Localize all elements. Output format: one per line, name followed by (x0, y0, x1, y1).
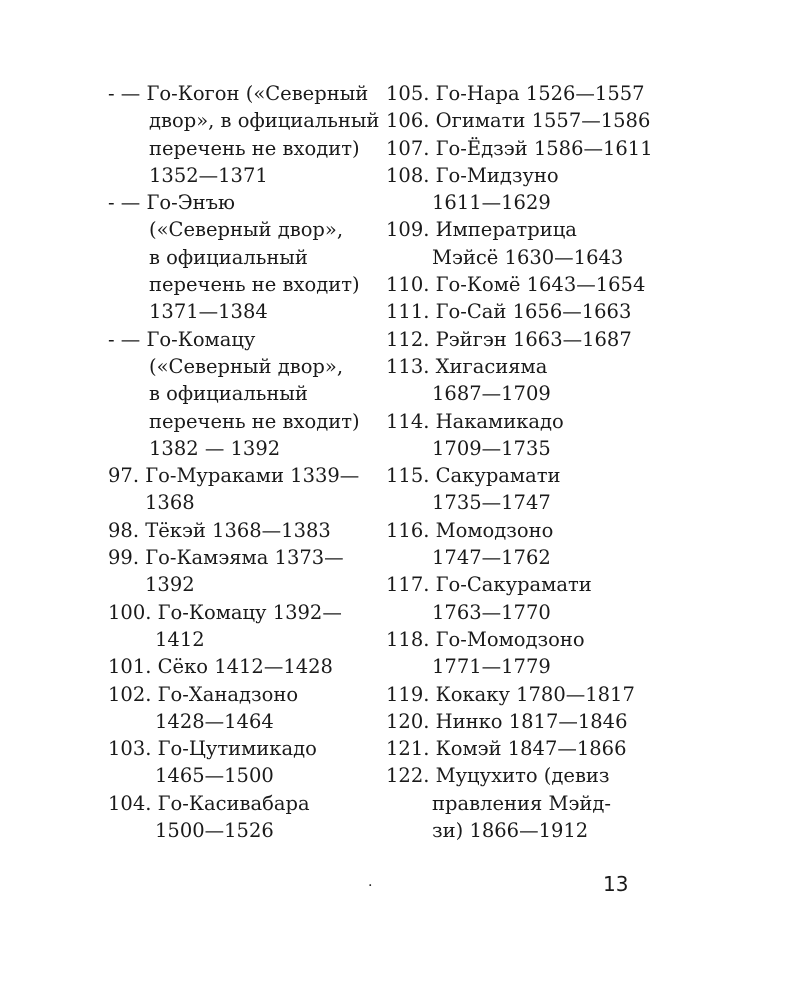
entry-line: 113. Хигасияма (386, 354, 548, 378)
list-item (386, 80, 648, 107)
entry-line: 106. Огимати 1557—1586 (386, 109, 651, 133)
list-item (108, 681, 370, 736)
list-item (108, 462, 370, 517)
entry-line: 1412 (155, 627, 205, 651)
left-column-list (108, 80, 380, 844)
right-column-list (386, 80, 653, 844)
list-item (386, 681, 648, 708)
list-item (386, 353, 648, 408)
list-item (386, 107, 651, 134)
entry-line: правления Мэйд- (432, 791, 611, 815)
entry-line: 109. Императрица (386, 218, 577, 242)
entry-line: перечень не входит) (149, 136, 360, 160)
list-item (386, 326, 648, 353)
entry-line: 107. Го-Ёдзэй 1586—1611 (386, 136, 653, 160)
entry-line: 102. Го-Ханадзоно (108, 682, 299, 706)
list-item (386, 135, 653, 162)
entry-line: 1371—1384 (149, 300, 268, 324)
entry-line: Мэйсё 1630—1643 (432, 245, 624, 269)
entry-line: 122. Муцухито (девиз (386, 764, 610, 788)
entry-line: 111. Го-Сай 1656—1663 (386, 300, 632, 324)
entry-line: в официальный (149, 245, 308, 269)
list-item (108, 189, 370, 325)
entry-line: 1428—1464 (155, 709, 274, 733)
entry-line: 117. Го-Сакурамати (386, 573, 592, 597)
entry-line: 119. Кокаку 1780—1817 (386, 682, 635, 706)
entry-line: («Северный двор», (149, 354, 344, 378)
entry-line: 105. Го-Нара 1526—1557 (386, 82, 645, 105)
entry-line: 104. Го-Касивабара (108, 791, 310, 815)
list-item (386, 517, 648, 572)
list-item (386, 216, 648, 271)
entry-line: 1465—1500 (155, 764, 274, 788)
list-item (386, 708, 648, 735)
entry-line: 1747—1762 (432, 546, 551, 570)
entry-line: 1611—1629 (432, 191, 551, 215)
entry-line: - — Го-Энъю (108, 191, 236, 215)
list-item (386, 626, 648, 681)
entry-line: 101. Сёко 1412—1428 (108, 655, 333, 679)
list-item (108, 599, 370, 654)
list-item (108, 326, 370, 462)
list-item (386, 762, 648, 844)
entry-line: двор», в официальный (149, 109, 380, 133)
entry-line: 120. Нинко 1817—1846 (386, 709, 628, 733)
list-item (108, 653, 370, 680)
list-item (386, 162, 648, 217)
entry-line: - — Го-Комацу (108, 327, 256, 351)
entry-line: 108. Го-Мидзуно (386, 163, 559, 187)
entry-line: - — Го-Когон («Северный (108, 82, 369, 105)
entry-line: 1771—1779 (432, 655, 551, 679)
entry-line: 1735—1747 (432, 491, 551, 515)
entry-line: 98. Тёкэй 1368—1383 (108, 518, 331, 542)
entry-line: («Северный двор», (149, 218, 344, 242)
entry-line: перечень не входит) (149, 273, 360, 297)
list-item (108, 517, 370, 544)
entry-line: 1687—1709 (432, 382, 551, 406)
entry-line: 121. Комэй 1847—1866 (386, 737, 627, 761)
list-item (108, 80, 380, 189)
entry-line: 118. Го-Момодзоно (386, 627, 585, 651)
entry-line: 114. Накамикадо (386, 409, 564, 433)
list-item (108, 735, 370, 790)
list-item (386, 462, 648, 517)
entry-line: 112. Рэйгэн 1663—1687 (386, 327, 632, 351)
entry-line: 1709—1735 (432, 436, 551, 460)
list-item (386, 408, 648, 463)
entry-line: 115. Сакурамати (386, 464, 561, 488)
list-item (386, 271, 648, 298)
entry-line: 1382 — 1392 (149, 436, 281, 460)
page-number: 13 (603, 872, 629, 896)
list-item (386, 298, 648, 325)
footer-dot: . (368, 874, 373, 890)
list-item (386, 571, 648, 626)
entry-line: 97. Го-Мураками 1339— (108, 464, 360, 488)
entry-line: 1500—1526 (155, 819, 274, 843)
entry-line: зи) 1866—1912 (432, 819, 589, 843)
entry-line: 100. Го-Комацу 1392— (108, 600, 342, 624)
list-item (386, 735, 648, 762)
entry-line: 103. Го-Цутимикадо (108, 737, 317, 761)
entry-line: 116. Момодзоно (386, 518, 554, 542)
entry-line: перечень не входит) (149, 409, 360, 433)
entry-line: 99. Го-Камэяма 1373— (108, 546, 344, 570)
list-item (108, 790, 370, 845)
entry-line: в официальный (149, 382, 308, 406)
entry-line: 1352—1371 (149, 163, 268, 187)
list-item (108, 544, 370, 599)
entry-line: 110. Го-Комё 1643—1654 (386, 273, 646, 297)
entry-line: 1763—1770 (432, 600, 551, 624)
entry-line: 1392 (145, 573, 195, 597)
entry-line: 1368 (145, 491, 195, 515)
